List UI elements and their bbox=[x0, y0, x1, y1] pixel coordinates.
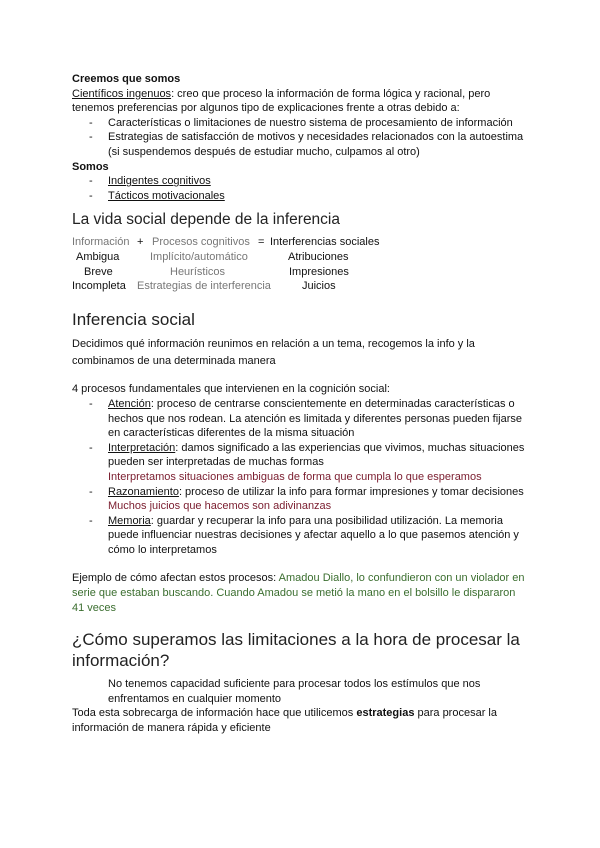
list-item: - Interpretación: damos significado a las experiencias que vivimos, muchas situaciones pueden ser interpretadas de muchas formas Interpretamos situaciones ambiguas de forma que cumpla lo que esperamos bbox=[89, 441, 525, 483]
table-header: Procesos cognitivos bbox=[152, 236, 250, 249]
equals-sign: = bbox=[258, 236, 265, 249]
document-page bbox=[72, 72, 528, 736]
section-title-limitaciones: ¿Cómo superamos las limitaciones a la hora de procesar la información? bbox=[72, 630, 520, 671]
section-title-inferencia-social: Inferencia social bbox=[72, 310, 195, 330]
table-cell: Implícito/automático bbox=[150, 250, 248, 263]
list-item: - Memoria: guardar y recuperar la info para una posibilidad utilización. La memoria puede influenciar nuestras decisiones y afectar aquello a lo que pasemos atención y cómo lo interpretamos bbox=[89, 514, 519, 556]
list-item: - Razonamiento: proceso de utilizar la info para formar impresiones y tomar decisiones Muchos juicios que hacemos son adivinanzas bbox=[89, 485, 524, 513]
table-cell: Breve bbox=[84, 265, 113, 278]
table-cell: Estrategias de interferencia bbox=[137, 280, 271, 293]
inference-table bbox=[72, 235, 528, 293]
table-cell: Ambigua bbox=[76, 250, 120, 263]
list-item: - Características o limitaciones de nuestro sistema de procesamiento de información bbox=[89, 116, 513, 129]
section-title-inferencia: La vida social depende de la inferencia bbox=[72, 211, 340, 229]
limitaciones-p1: No tenemos capacidad suficiente para procesar todos los estímulos que nos enfrentamos en cualquier momento bbox=[108, 678, 481, 705]
inferencia-intro: Decidimos qué información reunimos en relación a un tema, recogemos la info y la combinamos de una determinada manera bbox=[72, 338, 475, 368]
intro-heading: Creemos que somos bbox=[72, 73, 181, 85]
table-header: Información bbox=[72, 236, 130, 249]
list-item: - Tácticos motivacionales bbox=[89, 189, 225, 202]
somos-heading: Somos bbox=[72, 160, 109, 173]
intro-paragraph: Científicos ingenuos: creo que proceso la información de forma lógica y racional, pero tenemos preferencias por algunos tipo de explicaciones frente a otras debido a: bbox=[72, 87, 491, 115]
processes-list bbox=[72, 397, 528, 558]
intro-bullets bbox=[72, 116, 528, 160]
processes-intro: 4 procesos fundamentales que intervienen en la cognición social: bbox=[72, 383, 390, 396]
somos-list bbox=[72, 174, 528, 203]
table-cell: Impresiones bbox=[289, 265, 349, 278]
term-cientificos-ingenuos: Científicos ingenuos bbox=[72, 87, 172, 100]
process-note: Interpretamos situaciones ambiguas de forma que cumpla lo que esperamos bbox=[108, 470, 482, 483]
table-header: Interferencias sociales bbox=[270, 236, 380, 249]
table-cell: Atribuciones bbox=[288, 250, 349, 263]
list-item: - Atención: proceso de centrarse conscientemente en determinadas características o hechos que nos rodean. La atención es limitada y diferentes personas pueden fijarse en características diferentes de la misma situación bbox=[89, 397, 522, 440]
table-cell: Incompleta bbox=[72, 280, 126, 293]
list-item: - Estrategias de satisfacción de motivos y necesidades relacionados con la autoestima (si suspendemos después de estudiar mucho, culpamos al otro) bbox=[89, 131, 524, 158]
table-cell: Heurísticos bbox=[170, 265, 226, 278]
example-paragraph: Ejemplo de cómo afectan estos procesos: Amadou Diallo, lo confundieron con un violador en serie que estaban buscando. Cuando Amadou se metió la mano en el bolsillo le dispararon 41 veces bbox=[72, 572, 525, 614]
process-note: Muchos juicios que hacemos son adivinanzas bbox=[108, 500, 332, 513]
plus-sign: + bbox=[137, 236, 144, 249]
list-item: - Indigentes cognitivos bbox=[89, 175, 211, 188]
limitaciones-p2: Toda esta sobrecarga de información hace que utilicemos estrategias para procesar la información de manera rápida y eficiente bbox=[72, 707, 497, 735]
table-cell: Juicios bbox=[302, 280, 336, 293]
